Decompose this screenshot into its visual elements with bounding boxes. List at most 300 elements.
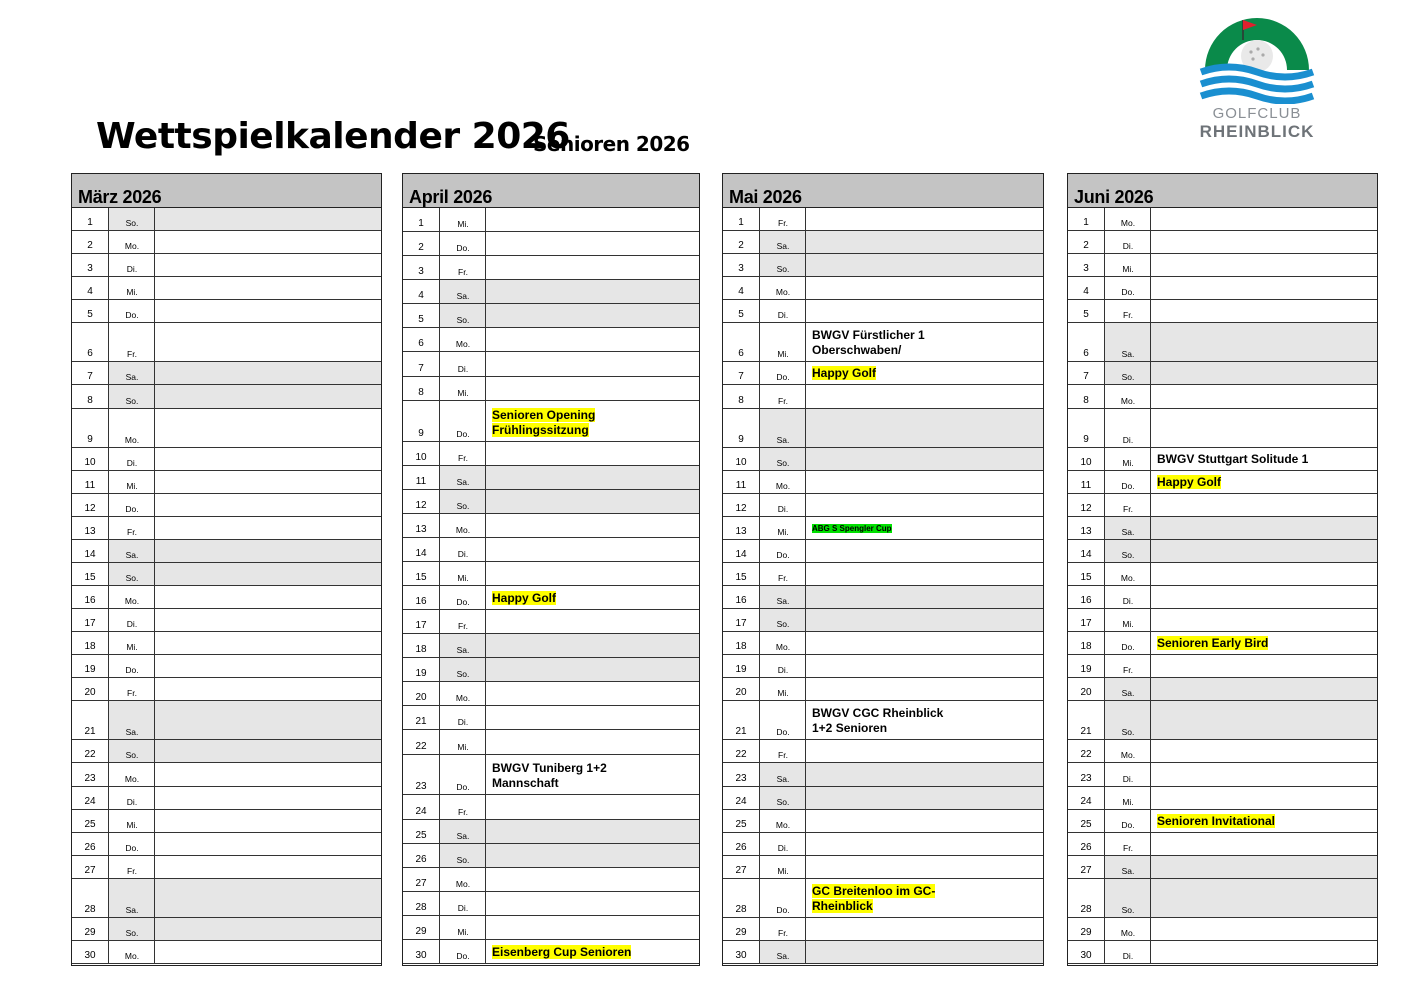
weekday-label: Di. [457,717,469,728]
event-cell [485,514,699,537]
day-number: 27 [735,864,747,876]
day-number: 24 [84,795,96,807]
day-number: 7 [87,371,93,383]
day-row [403,280,699,304]
day-number: 10 [84,456,96,468]
day-row [723,609,1043,632]
day-row [723,471,1043,494]
event-cell [1150,494,1377,516]
weekday-cell [759,362,806,384]
event-cell [485,377,699,400]
day-number: 30 [84,949,96,961]
weekday-cell [439,304,486,327]
event-line: Frühlingssitzung [492,422,589,437]
day-row [403,538,699,562]
weekday-cell [759,494,806,516]
weekday-cell [1104,833,1151,855]
weekday-cell [1104,763,1151,785]
event-cell [1150,833,1377,855]
weekday-cell [439,730,486,753]
day-row [1068,409,1377,448]
day-number: 29 [415,925,427,937]
weekday-label: Mi. [1122,457,1134,468]
day-row [72,385,381,408]
event-cell [154,763,381,785]
weekday-cell [1104,385,1151,407]
weekday-label: Di. [1122,596,1134,607]
weekday-label: Mi. [1122,264,1134,275]
day-number: 11 [1080,479,1092,491]
day-row [72,563,381,586]
day-number: 8 [738,394,744,406]
day-number: 17 [735,618,747,630]
weekday-cell [108,277,155,299]
event-cell [805,787,1043,809]
event-line: Senioren Early Bird [1157,636,1269,651]
event-cell [154,277,381,299]
day-number: 30 [415,949,427,961]
weekday-cell [759,678,806,700]
weekday-label: Fr. [778,395,788,406]
day-row [1068,740,1377,763]
event-cell [1150,471,1377,493]
weekday-cell [108,655,155,677]
event-line: Senioren Invitational [1157,813,1276,828]
weekday-label: Di. [1122,773,1134,784]
day-row [1068,918,1377,941]
weekday-label: So. [1121,549,1135,560]
weekday-cell [439,208,486,231]
event-cell [154,362,381,384]
day-number: 1 [738,217,744,229]
weekday-cell [759,517,806,539]
weekday-cell [1104,362,1151,384]
weekday-label: Di. [126,457,138,468]
golf-ball-wave-icon [1195,12,1319,104]
weekday-cell [759,254,806,276]
weekday-cell [108,563,155,585]
weekday-label: Sa. [125,549,139,560]
day-row [403,328,699,352]
weekday-label: Sa. [1121,688,1135,699]
weekday-cell [1104,254,1151,276]
day-number: 26 [1080,841,1092,853]
event-cell [154,632,381,654]
day-row [1068,300,1377,323]
day-number: 20 [415,692,427,704]
day-row [1068,254,1377,277]
event-cell [805,678,1043,700]
day-row [723,918,1043,941]
day-row [1068,941,1377,964]
weekday-label: Fr. [458,452,468,463]
event-cell [805,385,1043,407]
weekday-cell [759,448,806,470]
day-number: 29 [84,926,96,938]
weekday-cell [759,300,806,322]
weekday-label: Do. [1121,480,1135,491]
day-number: 20 [84,687,96,699]
day-number: 4 [738,286,744,298]
day-row [1068,563,1377,586]
day-row [723,448,1043,471]
day-row [403,256,699,280]
day-number: 14 [735,548,747,560]
weekday-label: So. [456,854,470,865]
weekday-label: Fr. [1123,842,1133,853]
weekday-cell [1104,678,1151,700]
weekday-cell [1104,740,1151,762]
day-number: 18 [84,641,96,653]
day-number: 23 [1080,772,1092,784]
weekday-label: Fr. [778,218,788,229]
weekday-label: Do. [125,842,139,853]
event-text [492,591,556,606]
weekday-label: Do. [776,904,790,915]
weekday-cell [439,514,486,537]
day-number: 6 [1083,348,1089,360]
event-text [812,884,935,914]
weekday-label: Di. [457,548,469,559]
day-row [72,609,381,632]
weekday-cell [759,787,806,809]
month-title: März 2026 [78,187,162,207]
event-line: ABG S Spengler Cup [812,523,892,533]
event-cell [1150,231,1377,253]
event-cell [1150,941,1377,963]
event-cell [1150,632,1377,654]
event-cell [1150,609,1377,631]
weekday-cell [1104,517,1151,539]
weekday-cell [439,538,486,561]
event-cell [805,941,1043,963]
day-number: 19 [1080,664,1092,676]
event-cell [1150,385,1377,407]
weekday-cell [439,490,486,513]
event-cell [1150,810,1377,832]
month-block [1067,173,1378,966]
event-cell [1150,563,1377,585]
day-number: 12 [735,502,747,514]
weekday-cell [439,682,486,705]
event-cell [485,490,699,513]
weekday-label: Sa. [125,727,139,738]
weekday-label: Do. [456,428,470,439]
weekday-cell [108,879,155,917]
event-line: BWGV CGC Rheinblick [812,706,944,721]
day-number: 22 [735,749,747,761]
weekday-label: Sa. [456,645,470,656]
weekday-cell [1104,323,1151,361]
weekday-cell [108,856,155,878]
day-number: 4 [1083,286,1089,298]
day-row [1068,385,1377,408]
weekday-label: Mo. [1120,572,1136,583]
weekday-cell [439,586,486,609]
event-line: BWGV Fürstlicher 1 [812,328,925,343]
event-cell [154,810,381,832]
weekday-label: Mo. [124,241,140,252]
day-row [723,277,1043,300]
day-row [723,632,1043,655]
weekday-label: Sa. [456,830,470,841]
weekday-label: Mi. [777,526,789,537]
weekday-cell [1104,632,1151,654]
weekday-label: Do. [1121,819,1135,830]
day-row [403,352,699,376]
day-row [723,208,1043,231]
day-number: 21 [1080,726,1092,738]
event-cell [154,448,381,470]
event-cell [485,538,699,561]
day-row [403,868,699,892]
weekday-cell [108,208,155,230]
day-number: 7 [738,371,744,383]
weekday-cell [759,655,806,677]
weekday-label: Do. [456,950,470,961]
day-row [403,844,699,868]
event-cell [1150,655,1377,677]
event-cell [805,632,1043,654]
page-subtitle: Senioren 2026 [533,132,690,156]
logo-line-1: GOLFCLUB [1212,105,1302,122]
day-number: 25 [415,829,427,841]
day-number: 2 [1083,240,1089,252]
day-row [1068,763,1377,786]
day-number: 15 [1080,571,1092,583]
weekday-label: So. [1121,372,1135,383]
day-row [72,941,381,964]
day-row [72,494,381,517]
month-block [722,173,1044,966]
weekday-label: Mo. [124,596,140,607]
day-number: 8 [87,394,93,406]
event-cell [1150,409,1377,447]
event-line: 1+2 Senioren [812,721,888,736]
weekday-label: Mi. [126,287,138,298]
weekday-label: Mo. [1120,395,1136,406]
event-line: BWGV Tuniberg 1+2 [492,761,607,776]
day-number: 19 [735,664,747,676]
day-number: 9 [418,427,424,439]
day-row [72,300,381,323]
weekday-cell [439,466,486,489]
event-cell [1150,740,1377,762]
weekday-label: So. [776,619,790,630]
weekday-label: Di. [457,363,469,374]
weekday-cell [108,231,155,253]
weekday-label: Mi. [457,219,469,230]
event-cell [805,918,1043,940]
weekday-label: Sa. [776,950,790,961]
weekday-label: So. [125,395,139,406]
event-text [1157,475,1221,490]
weekday-label: Mi. [1122,619,1134,630]
day-number: 28 [735,903,747,915]
day-number: 16 [415,596,427,608]
day-row [723,655,1043,678]
event-cell [485,586,699,609]
weekday-cell [759,632,806,654]
weekday-label: Do. [125,503,139,514]
event-cell [485,304,699,327]
day-row [403,634,699,658]
weekday-label: Sa. [1121,526,1135,537]
day-row [1068,833,1377,856]
event-cell [154,323,381,361]
day-number: 9 [738,433,744,445]
day-number: 13 [1080,525,1092,537]
weekday-cell [439,610,486,633]
event-cell [485,562,699,585]
day-row [723,879,1043,918]
weekday-cell [759,277,806,299]
event-cell [154,787,381,809]
day-row [1068,277,1377,300]
day-row [1068,856,1377,879]
day-number: 27 [1080,864,1092,876]
weekday-label: Fr. [778,927,788,938]
weekday-cell [1104,941,1151,963]
weekday-cell [439,916,486,939]
month-header [1068,174,1377,208]
weekday-label: Sa. [776,434,790,445]
day-row [72,471,381,494]
event-cell [805,540,1043,562]
event-cell [805,494,1043,516]
weekday-label: Fr. [458,267,468,278]
day-number: 19 [415,668,427,680]
event-line: GC Breitenloo im GC- [812,883,936,898]
day-number: 6 [87,348,93,360]
day-row [403,377,699,401]
weekday-label: Di. [1122,241,1134,252]
month-header [72,174,381,208]
weekday-label: So. [1121,727,1135,738]
event-cell [805,517,1043,539]
day-row [1068,609,1377,632]
weekday-cell [759,879,806,917]
weekday-label: Fr. [1123,665,1133,676]
event-cell [154,740,381,762]
event-cell [805,471,1043,493]
event-cell [805,833,1043,855]
day-number: 13 [415,523,427,535]
weekday-label: Mi. [1122,796,1134,807]
event-cell [154,586,381,608]
day-number: 12 [84,502,96,514]
event-cell [485,232,699,255]
weekday-label: Mo. [455,339,471,350]
weekday-label: Fr. [1123,503,1133,514]
weekday-label: Di. [126,619,138,630]
day-number: 26 [735,841,747,853]
event-line: Happy Golf [812,366,877,381]
weekday-cell [759,409,806,447]
day-row [1068,471,1377,494]
weekday-label: Do. [125,310,139,321]
day-row [723,701,1043,740]
day-number: 5 [738,309,744,321]
event-cell [154,254,381,276]
day-row [403,892,699,916]
weekday-cell [1104,300,1151,322]
day-number: 26 [415,853,427,865]
day-row [403,755,699,796]
day-number: 24 [1080,795,1092,807]
weekday-label: Di. [126,796,138,807]
weekday-cell [1104,448,1151,470]
day-number: 1 [87,217,93,229]
weekday-label: Sa. [125,904,139,915]
day-number: 13 [735,525,747,537]
weekday-cell [1104,277,1151,299]
event-cell [1150,300,1377,322]
event-cell [485,795,699,818]
event-cell [485,658,699,681]
weekday-cell [439,401,486,441]
weekday-cell [439,328,486,351]
day-number: 2 [87,240,93,252]
day-row [723,300,1043,323]
weekday-label: Fr. [458,621,468,632]
day-number: 29 [1080,926,1092,938]
event-cell [485,352,699,375]
day-row [1068,517,1377,540]
weekday-cell [1104,208,1151,230]
weekday-label: Mi. [457,572,469,583]
event-cell [485,442,699,465]
weekday-label: So. [776,264,790,275]
day-number: 18 [415,644,427,656]
weekday-label: Do. [776,372,790,383]
weekday-cell [1104,879,1151,917]
day-row [723,787,1043,810]
day-row [1068,208,1377,231]
day-number: 5 [418,314,424,326]
weekday-cell [1104,563,1151,585]
day-row [72,632,381,655]
event-text [812,328,925,358]
weekday-label: Mo. [775,287,791,298]
day-number: 3 [738,263,744,275]
day-row [1068,231,1377,254]
event-cell [805,701,1043,739]
weekday-cell [108,833,155,855]
weekday-cell [108,787,155,809]
weekday-label: Mo. [1120,750,1136,761]
page-title: Wettspielkalender 2026 [96,116,570,157]
day-row [723,563,1043,586]
event-cell [485,466,699,489]
day-number: 30 [735,949,747,961]
weekday-cell [108,701,155,739]
weekday-label: Do. [1121,287,1135,298]
event-cell [485,634,699,657]
weekday-cell [439,706,486,729]
weekday-label: Di. [777,503,789,514]
day-row [403,795,699,819]
weekday-label: Fr. [127,526,137,537]
day-number: 6 [738,348,744,360]
day-number: 13 [84,525,96,537]
weekday-cell [108,385,155,407]
weekday-cell [759,810,806,832]
weekday-label: So. [125,218,139,229]
event-cell [1150,763,1377,785]
weekday-label: Sa. [456,291,470,302]
weekday-cell [108,678,155,700]
